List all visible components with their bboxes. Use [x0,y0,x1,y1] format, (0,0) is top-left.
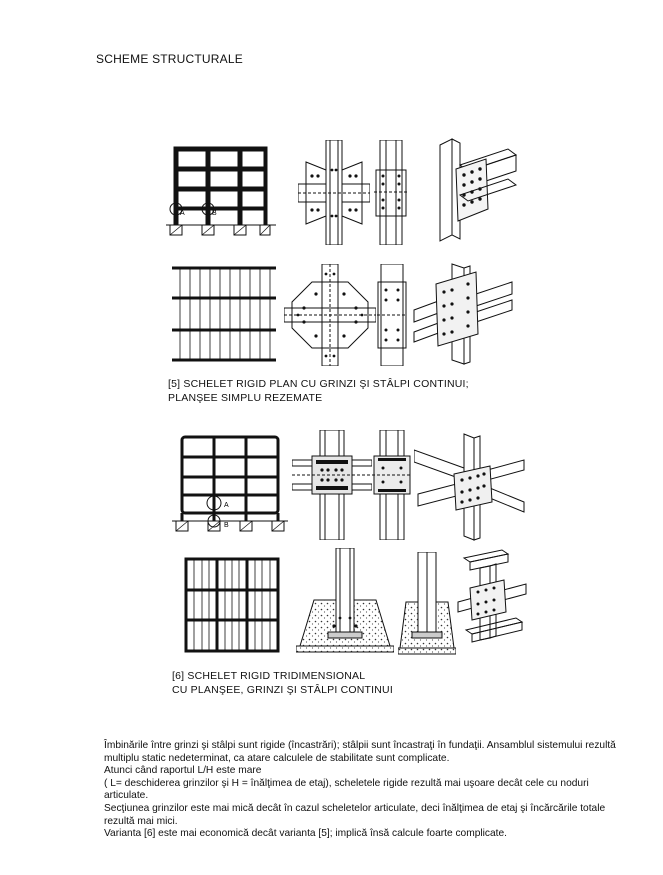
floor-plan-two-way-grid [184,557,280,653]
figure-5-caption-line-1: [5] SCHELET RIGID PLAN CU GRINZI ŞI STÂLPI CONTINUI; [168,378,469,390]
body-paragraph: Atunci când raportul L/H este mare [104,765,262,777]
detail-label-b: B [212,210,217,217]
column-splice-detail [374,140,408,245]
column-stiffener-detail [372,430,412,540]
frame-elevation-drawing-3d [172,433,288,538]
column-footing-section-1 [296,548,394,658]
body-paragraph: Îmbinările între grinzi şi stâlpi sunt rigide (încastrări); stâlpii sunt încastraţi în fundaţii. Ansamblul sistemului rezultă multiplu static nedeterminat, ca atare calculele de stabilitate sunt complicate. [104,740,616,764]
body-text [104,740,624,841]
page-title: SCHEME STRUCTURALE [96,52,243,66]
body-paragraph: Secţiunea grinzilor este mai mică decât în cazul scheletelor articulate, deci înălţimea de etaj şi încărcările totale rezultă mai mici. [104,802,606,827]
body-paragraph: ( L= deschiderea grinzilor şi H = înălţimea de etaj), scheletele rigide rezultă mai uşoare decât cele cu noduri articulate. [104,777,589,802]
frame-elevation-drawing [166,143,276,243]
column-footing-section-2 [398,552,456,658]
detail-label-a: A [180,210,185,217]
beam-column-connection-detail [298,140,370,245]
figure-6-caption [172,669,393,697]
isometric-3d-node-detail [414,432,526,544]
welded-beam-column-detail [292,430,372,540]
figure-6-caption-line-1: [6] SCHELET RIGID TRIDIMENSIONAL [172,670,366,682]
figure-5-caption [168,377,469,405]
detail-label-b-3d: B [224,522,229,529]
isometric-cross-connection-detail [412,262,514,366]
isometric-connection-detail [430,135,518,245]
octagonal-plate-connection-detail [284,264,376,366]
figure-6-caption-line-2: CU PLANŞEE, GRINZI ŞI STÂLPI CONTINUI [172,684,393,696]
body-paragraph: Varianta [6] este mai economică decât varianta [5]; implică însă calcule foarte complicate. [104,828,507,840]
floor-plan-one-way-slab [172,264,276,364]
isometric-beam-splice-detail [456,548,528,658]
column-plate-detail [377,264,407,366]
detail-label-a-3d: A [224,502,229,509]
figure-5-caption-line-2: PLANŞEE SIMPLU REZEMATE [168,392,323,404]
